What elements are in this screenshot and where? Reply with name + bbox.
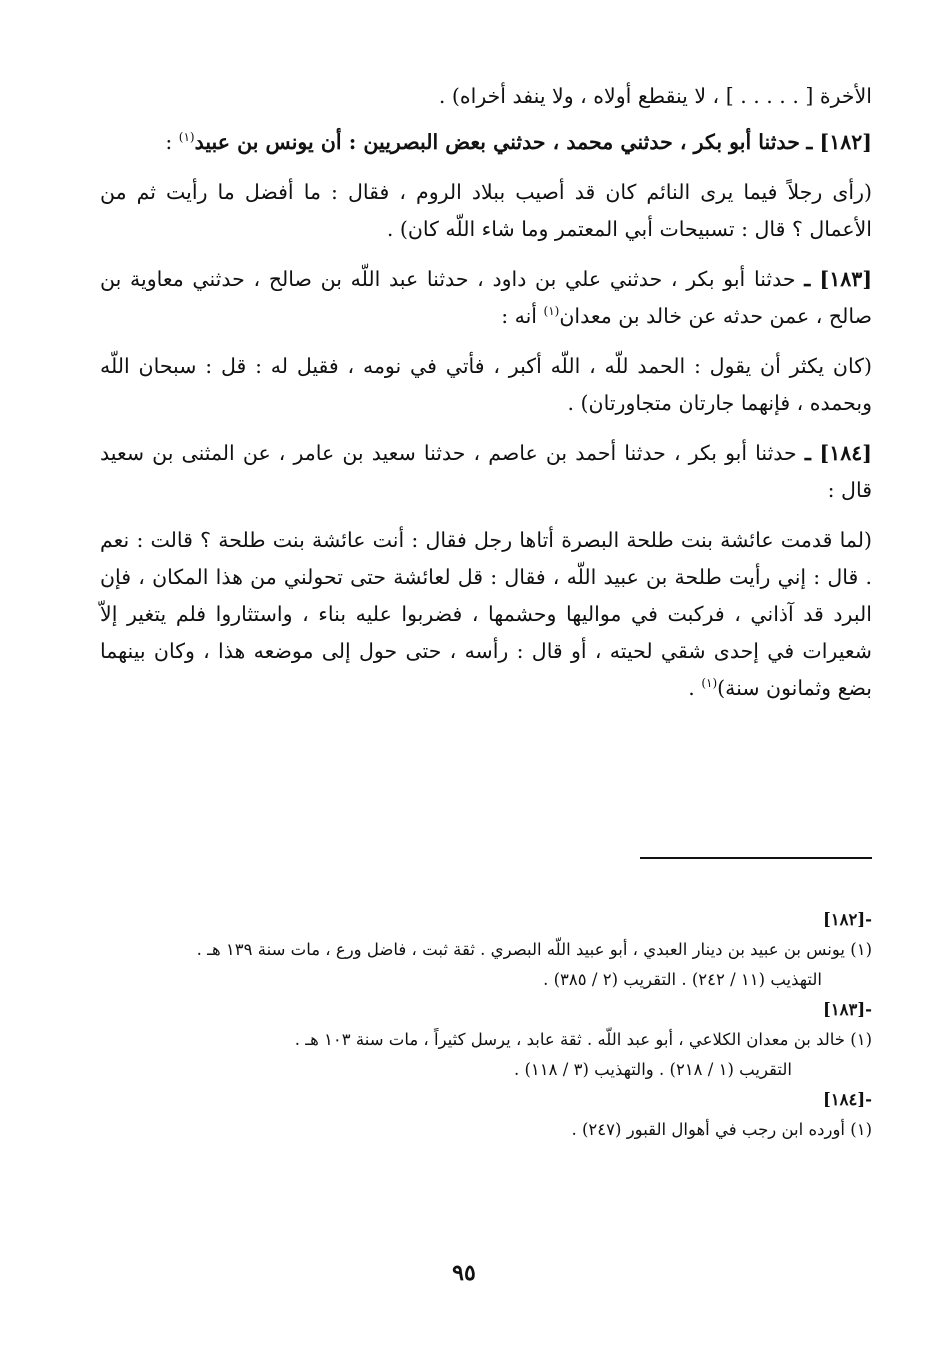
paragraph-text: الأخرة [ . . . . . ] ، لا ينقطع أولاه ، ولا ينفد أخراه) .	[438, 84, 872, 108]
footnote-184-1: (١) أورده ابن رجب في أهوال القبور (٢٤٧) .	[571, 1120, 872, 1139]
hadith-182-text	[100, 174, 872, 248]
hadith-184-text	[100, 522, 872, 707]
hadith-184	[100, 435, 872, 509]
paragraph-text: (لما قدمت عائشة بنت طلحة البصرة أتاها رجل فقال : أنت عائشة بنت طلحة ؟ قالت : نعم . قال : إني رأيت طلحة بن عبيد اللّه ، فقال : قل لعائشة حتى تحولني من هذا المكان ، فإن البرد قد آذاني ، فركبت في مواليها وحشمها ، فضربوا عليه بناء ، واستثاروا فلم يتغير إلاّ شعيرات في إحدى شقي لحيته ، أو قال : رأسه ، حتى حول إلى موضعه هذا ، وكان بينهما بضع وثمانون سنة)	[100, 528, 872, 700]
paragraph-continuation	[100, 78, 872, 115]
footnote-ref-184: -[١٨٤]	[822, 1090, 872, 1109]
hadith-182	[100, 124, 872, 161]
paragraph-text: (كان يكثر أن يقول : الحمد للّه ، اللّه أكبر ، فأتي في نومه ، فقيل له : قل : سبحان اللّه وبحمده ، فإنهما جارتان متجاورتان) .	[100, 354, 872, 415]
hadith-183-text	[100, 348, 872, 422]
hadith-183	[100, 261, 872, 335]
hadith-number: [١٨٤] ـ	[804, 441, 872, 465]
paragraph-end: .	[688, 676, 702, 700]
footnote-marker: (١)	[701, 676, 718, 691]
hadith-isnad: حدثنا أبو بكر ، حدثنا أحمد بن عاصم ، حدثنا سعيد بن عامر ، عن المثنى بن سعيد قال :	[100, 441, 872, 502]
main-text	[100, 78, 872, 720]
footnote-marker: (١)	[543, 304, 560, 319]
footnotes	[110, 905, 872, 1145]
footnote-182-sources: التهذيب (١١ / ٢٤٢) . التقريب (٢ / ٣٨٥) .	[543, 970, 822, 989]
footnote-ref-182: -[١٨٢]	[822, 910, 872, 929]
hadith-isnad: حدثنا أبو بكر ، حدثني علي بن داود ، حدثنا عبد اللّه بن صالح ، حدثني معاوية بن صالح ، عمن حدثه عن خالد بن معدان	[100, 267, 872, 328]
paragraph-end: أنه :	[501, 304, 544, 328]
hadith-number: [١٨٢] ـ	[806, 130, 872, 154]
footnote-ref-183: -[١٨٣]	[822, 1000, 872, 1019]
footnote-182-1: (١) يونس بن عبيد بن دينار العبدي ، أبو عبيد اللّه البصري . ثقة ثبت ، فاضل ورع ، مات سنة ١٣٩ هـ .	[196, 940, 872, 959]
footnote-marker: (١)	[178, 130, 195, 145]
hadith-isnad: حدثنا أبو بكر ، حدثني محمد ، حدثني بعض البصريين : أن يونس بن عبيد	[194, 130, 800, 154]
paragraph-text: (رأى رجلاً فيما يرى النائم كان قد أصيب ببلاد الروم ، فقال : ما أفضل ما رأيت ثم من الأعمال ؟ قال : تسبيحات أبي المعتمر وما شاء اللّه كان) .	[100, 180, 872, 241]
paragraph-end: :	[165, 130, 179, 154]
footnote-183-1: (١) خالد بن معدان الكلاعي ، أبو عبد اللّه . ثقة عابد ، يرسل كثيراً ، مات سنة ١٠٣ هـ .	[294, 1030, 872, 1049]
footnote-separator	[640, 857, 872, 859]
hadith-number: [١٨٣] ـ	[804, 267, 873, 291]
footnote-183-sources: التقريب (١ / ٢١٨) . والتهذيب (٣ / ١١٨) .	[513, 1060, 792, 1079]
page-number: ٩٥	[452, 1260, 476, 1286]
